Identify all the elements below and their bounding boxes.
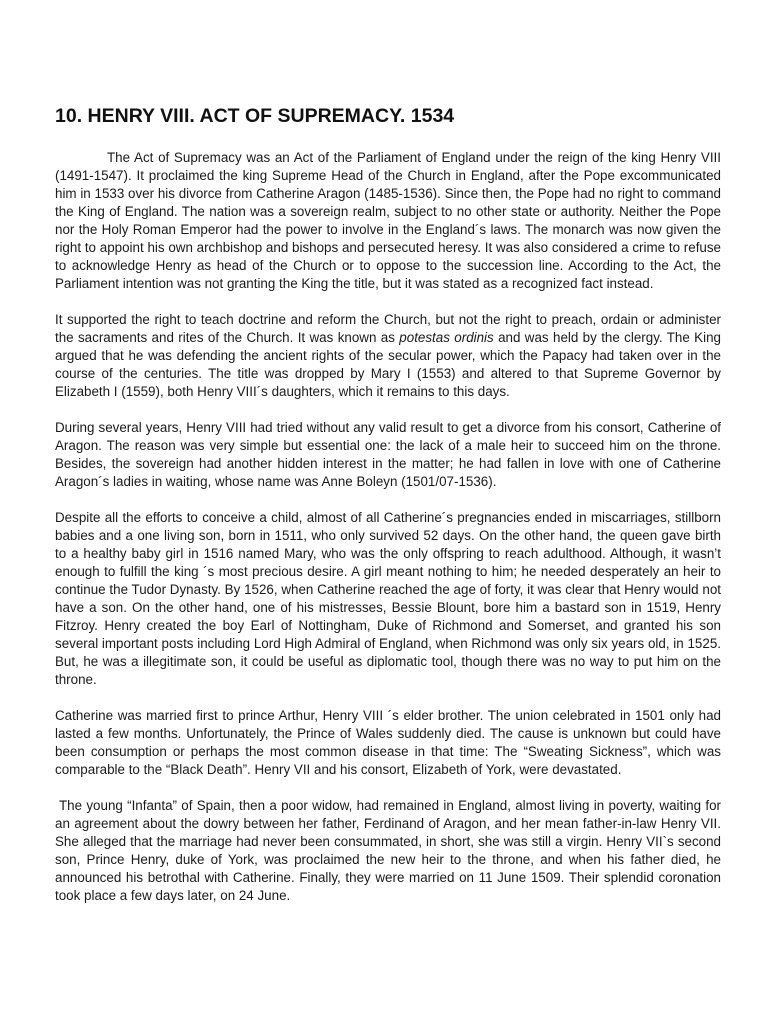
paragraph-act-of-supremacy: The Act of Supremacy was an Act of the Parliament of England under the reign of the king Henry VIII (1491-1547). It proclaimed the king Supreme Head of the Church in England, after the Pope excommunicated him in 1533 over his divorce from Catherine Aragon (1485-1536). Since then, the Pope had no right to command the King of England. The nation was a sovereign realm, subject to no other state or authority. Neither the Pope nor the Holy Roman Emperor had the power to involve in the England´s laws. The monarch was now given the right to appoint his own archbishop and bishops and persecuted heresy. It was also considered a crime to refuse to acknowledge Henry as head of the Church or to oppose to the succession line. According to the Act, the Parliament intention was not granting the King the title, but it was stated as a recognized fact instead.	[55, 150, 721, 291]
paragraph-pregnancies: Despite all the efforts to conceive a child, almost of all Catherine´s pregnancies ended in miscarriages, stillborn babies and a one living son, born in 1511, who only survived 52 days. On the other hand, the queen gave birth to a healthy baby girl in 1516 named Mary, who was the only offspring to reach adulthood. Although, it wasn’t enough to fulfill the king ´s most precious desire. A girl meant nothing to him; he needed desperately an heir to continue the Tudor Dynasty. By 1526, when Catherine reached the age of forty, it was clear that Henry would not have a son. On the other hand, one of his mistresses, Bessie Blount, bore him a bastard son in 1519, Henry Fitzroy. Henry created the boy Earl of Nottingham, Duke of Richmond and Somerset, and granted his son several important posts including Lord High Admiral of England, when Richmond was only six years old, in 1525. But, he was a illegitimate son, it could be useful as diplomatic tool, though there was no way to put him on the throne.	[55, 510, 721, 687]
paragraph-divorce: During several years, Henry VIII had tried without any valid result to get a divorce from his consort, Catherine of Aragon. The reason was very simple but essential one: the lack of a male heir to succeed him on the throne. Besides, the sovereign had another hidden interest in the matter; he had fallen in love with one of Catherine Aragon´s ladies in waiting, whose name was Anne Boleyn (1501/07-1536).	[55, 420, 721, 489]
document-page	[55, 104, 721, 923]
paragraph-text: and was held by the clergy. The King argued that he was defending the ancient rights of the secular power, which the Papacy had taken over in the course of the centuries. The title was dropped by Mary I (1553) and altered to that Supreme Governor by Elizabeth I (1559), both Henry VIII´s daughters, which it remains to this days.	[55, 330, 721, 399]
paragraph-infanta: The young “Infanta” of Spain, then a poor widow, had remained in England, almost living in poverty, waiting for an agreement about the dowry between her father, Ferdinand of Aragon, and her mean father-in-law Henry VII. She alleged that the marriage had never been consummated, in short, she was still a virgin. Henry VII`s second son, Prince Henry, duke of York, was proclaimed the new heir to the throne, and when his father died, he announced his betrothal with Catherine. Finally, they were married on 11 June 1509. Their splendid coronation took place a few days later, on 24 June.	[55, 798, 721, 903]
paragraph-potestas-ordinis	[55, 311, 721, 401]
italic-term: potestas ordinis	[399, 330, 494, 345]
document-title: 10. HENRY VIII. ACT OF SUPREMACY. 1534	[55, 105, 455, 127]
paragraph-text: It supported the right to teach doctrine and reform the Church, but not the right to preach, ordain or administer the sacraments and rites of the Church. It was known as	[55, 312, 721, 345]
paragraph-prince-arthur: Catherine was married first to prince Arthur, Henry VIII ´s elder brother. The union celebrated in 1501 only had lasted a few months. Unfortunately, the Prince of Wales suddenly died. The cause is unknown but could have been consumption or perhaps the most common disease in that time: The “Sweating Sickness”, which was comparable to the “Black Death”. Henry VII and his consort, Elizabeth of York, were devastated.	[55, 708, 721, 777]
